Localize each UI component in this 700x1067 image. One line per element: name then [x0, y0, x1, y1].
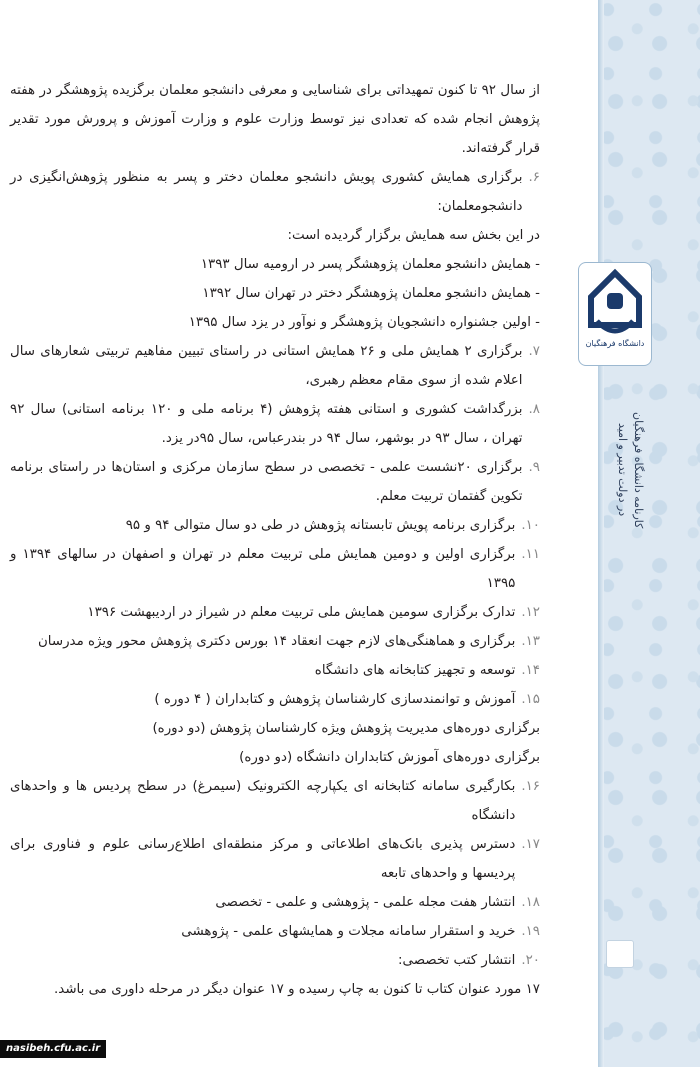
list-item-text: انتشار هفت مجله علمی - پژوهشی و علمی - تخصصی: [215, 895, 516, 910]
list-item-number: ۱۶.: [521, 779, 540, 794]
intro-paragraph: از سال ۹۲ تا کنون تمهیداتی برای شناسایی و معرفی دانشجو معلمان برگزیده پژوهشگر در هفته پژوهش انجام شده که تعدادی نیز توسط وزارت علوم و وزارت آموزش و پرورش مورد تقدیر قرار گرفته‌اند.: [10, 83, 540, 156]
list-item-text: توسعه و تجهیز کتابخانه های دانشگاه: [314, 663, 516, 678]
sidebar-title-line1: کارنامه دانشگاه فرهنگیان: [632, 411, 645, 529]
list-item-number: ۱۷.: [521, 837, 540, 852]
list-item-number: ۱۱.: [521, 547, 540, 562]
list-item-text: بکارگیری سامانه کتابخانه ای یکپارچه الکترونیک (سیمرغ) در سطح پردیس ها و واحدهای دانشگاه: [10, 779, 516, 823]
list-item-text: بزرگداشت کشوری و استانی هفته پژوهش (۴ برنامه ملی و ۱۲۰ برنامه استانی) سال ۹۲ تهران ، سال ۹۳ در بوشهر، سال ۹۴ در بندرعباس، سال ۹۵در یزد.: [10, 402, 523, 446]
list-item-number: ۶.: [528, 170, 540, 185]
list-line: - همایش دانشجو معلمان پژوهشگر دختر در تهران سال ۱۳۹۲: [202, 286, 540, 301]
list-line: - همایش دانشجو معلمان پژوهشگر پسر در ارومیه سال ۱۳۹۳: [200, 257, 540, 272]
list-item-number: ۱۲.: [521, 605, 540, 620]
list-item: [10, 395, 540, 453]
list-item-text: دسترس پذیری بانک‌های اطلاعاتی و مرکز منطقه‌ای اطلاع‌رسانی علوم و فناوری برای پردیسها و واحدهای تابعه: [10, 837, 516, 881]
university-logo-mark: [579, 263, 651, 365]
list-item-number: ۸.: [528, 402, 540, 417]
list-line: ۱۷ مورد عنوان کتاب تا کنون به چاپ رسیده و ۱۷ عنوان دیگر در مرحله داوری می باشد.: [54, 982, 540, 997]
list-item-number: ۱۸.: [521, 895, 540, 910]
document-body: [10, 76, 540, 1004]
list-item: [10, 453, 540, 511]
list-item: [10, 337, 540, 395]
page-tab: [606, 940, 634, 968]
list-item-number: ۷.: [528, 344, 540, 359]
list-item-text: برگزاری و هماهنگی‌های لازم جهت انعقاد ۱۴ بورس دکتری پژوهش محور ویژه مدرسان: [37, 634, 516, 649]
list-item: [10, 830, 540, 888]
list-item-number: ۱۴.: [521, 663, 540, 678]
list-item-text: انتشار کتب تخصصی:: [398, 953, 516, 968]
list-item-text: برگزاری اولین و دومین همایش ملی تربیت معلم در تهران و اصفهان در سالهای ۱۳۹۴ و ۱۳۹۵: [10, 547, 516, 591]
list-item-text: خرید و استقرار سامانه مجلات و همایشهای علمی - پژوهشی: [181, 924, 516, 939]
list-item: [10, 163, 540, 221]
list-item-text: برگزاری برنامه پویش تابستانه پژوهش در طی دو سال متوالی ۹۴ و ۹۵: [125, 518, 516, 533]
list-item: [10, 917, 540, 946]
list-item: [10, 946, 540, 975]
list-item: [10, 540, 540, 598]
list-item: [10, 511, 540, 540]
list-line: برگزاری دوره‌های آموزش کتابداران دانشگاه (دو دوره): [239, 750, 540, 765]
list-item-text: برگزاری ۲۰نشست علمی - تخصصی در سطح سازمان مرکزی و استان‌ها در راستای برنامه تکوین گفتمان تربیت معلم.: [10, 460, 523, 504]
list-item-number: ۲۰.: [521, 953, 540, 968]
list-item-number: ۹.: [528, 460, 540, 475]
sidebar-title: [600, 370, 646, 570]
logo-caption: دانشگاه فرهنگیان: [585, 339, 645, 348]
list-item-number: ۱۹.: [521, 924, 540, 939]
list-item: [10, 772, 540, 830]
list-line: - اولین جشنواره دانشجویان پژوهشگر و نوآور در یزد سال ۱۳۹۵: [188, 315, 540, 330]
list-item-number: ۱۵.: [521, 692, 540, 707]
sidebar-title-line2: در دولت تدبیر و امید: [616, 423, 629, 517]
university-logo: [578, 262, 652, 366]
list-line: در این بخش سه همایش برگزار گردیده است:: [287, 228, 540, 243]
list-item-text: تدارک برگزاری سومین همایش ملی تربیت معلم در شیراز در اردیبهشت ۱۳۹۶: [87, 605, 516, 620]
list-item: [10, 598, 540, 627]
footer-url: nasibeh.cfu.ac.ir: [0, 1040, 106, 1058]
list-item-number: ۱۳.: [521, 634, 540, 649]
list-item-text: برگزاری ۲ همایش ملی و ۲۶ همایش استانی در راستای تبیین مفاهیم تربیتی شعارهای سال اعلام شده از سوی مقام معظم رهبری،: [10, 344, 523, 388]
list-item-text: آموزش و توانمندسازی کارشناسان پژوهش و کتابداران ( ۴ دوره ): [154, 692, 516, 707]
list-item: [10, 685, 540, 714]
list-line: برگزاری دوره‌های مدیریت پژوهش ویژه کارشناسان پژوهش (دو دوره): [152, 721, 540, 736]
list-item-number: ۱۰.: [521, 518, 540, 533]
list-item-text: برگزاری همایش کشوری پویش دانشجو معلمان دختر و پسر به منظور پژوهش‌انگیزی در دانشجومعلمان:: [10, 170, 523, 214]
list-item: [10, 627, 540, 656]
list-item: [10, 888, 540, 917]
list-item: [10, 656, 540, 685]
achievements-list: [10, 163, 540, 1004]
